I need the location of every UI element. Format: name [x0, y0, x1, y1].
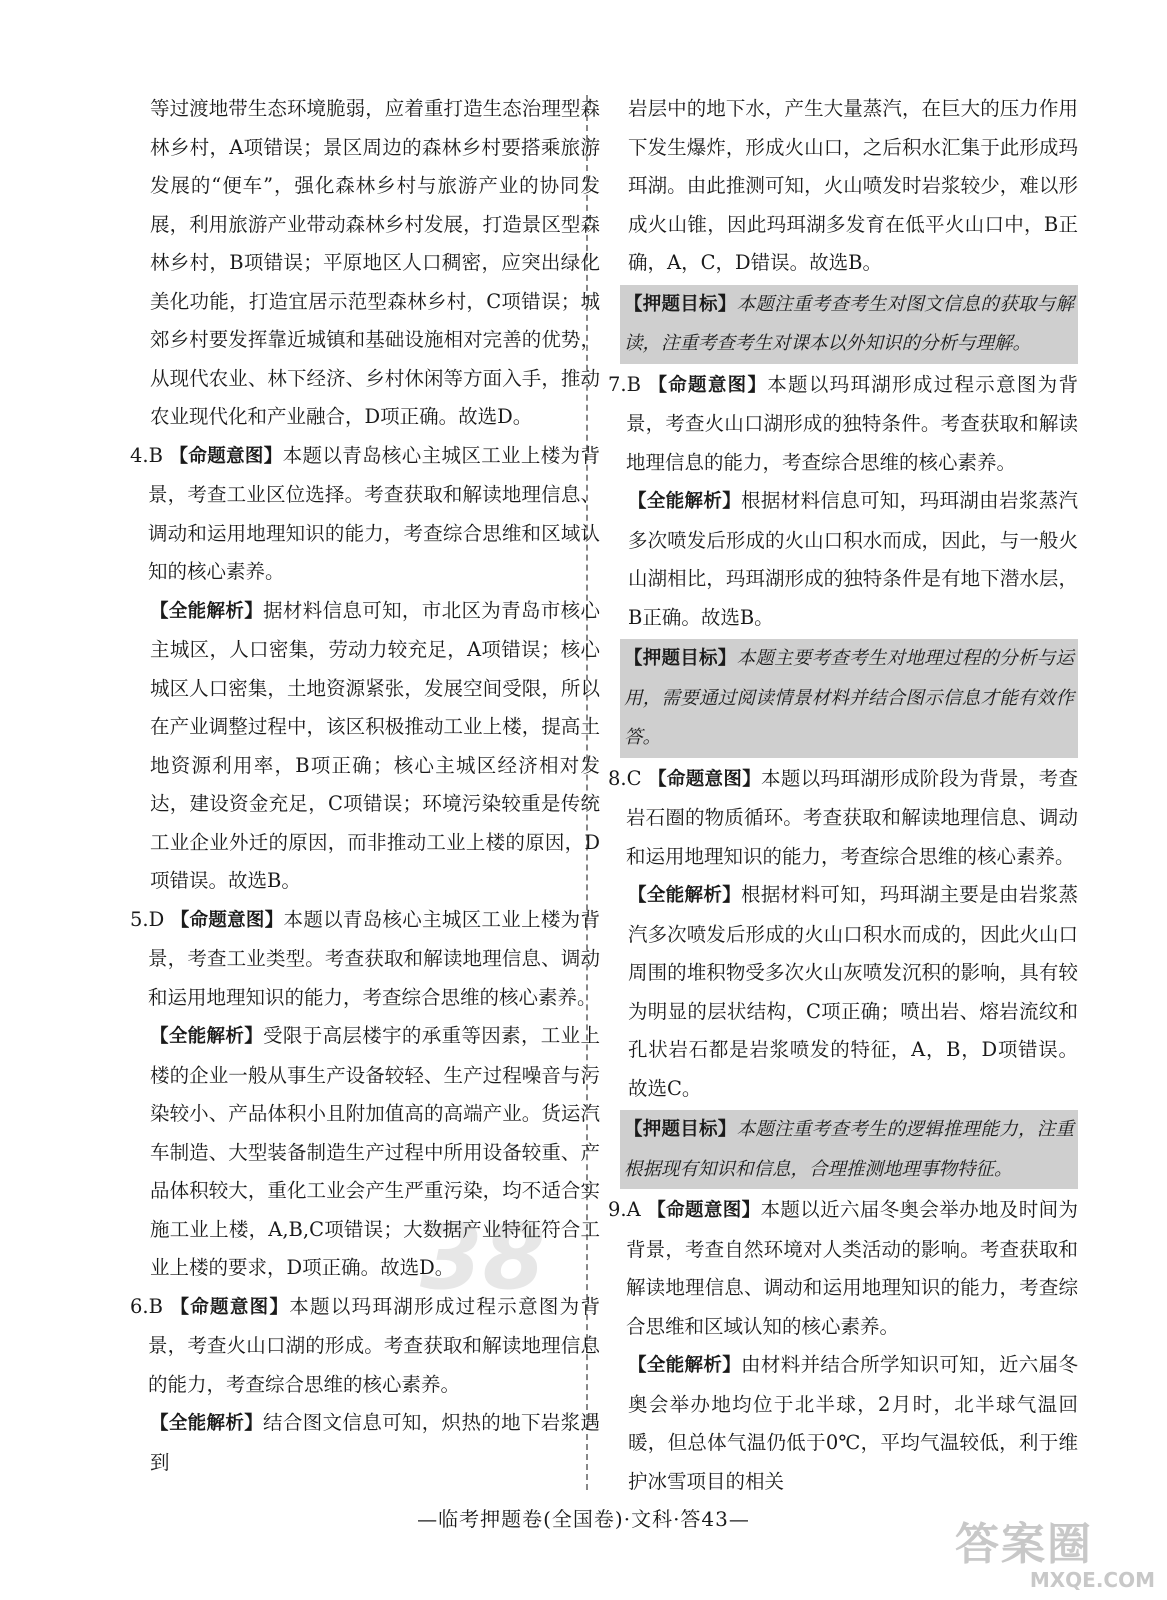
intent-text: 本题以青岛核心主城区工业上楼为背景，考查工业类型。考查获取和解读地理信息、调动和运用地理知识的能力，考查综合思维的核心素养。	[148, 907, 600, 1009]
intent-text: 本题以玛珥湖形成过程示意图为背景，考查火山口湖的形成。考查获取和解读地理信息的能力，考查综合思维的核心素养。	[148, 1294, 600, 1396]
question-8-analysis	[608, 876, 1078, 1108]
page-footer: —临考押题卷(全国卷)·文科·答43—	[417, 1507, 750, 1531]
question-number: 5.D	[130, 907, 165, 931]
target-box	[620, 639, 1078, 758]
analysis-text: 据材料信息可知，市北区为青岛市核心主城区，人口密集，劳动力较充足，A项错误；核心城区人口密集，土地资源紧张，发展空间受限，所以在产业调整过程中，该区积极推动工业上楼，提高土地资源利用率，B项正确；核心主城区经济相对发达，建设资金充足，C项错误；环境污染较重是传统工业企业外迁的原因，而非推动工业上楼的原因，D项错误。故选B。	[150, 598, 600, 892]
intent-text: 本题以青岛核心主城区工业上楼为背景，考查工业区位选择。考查获取和解读地理信息、调动和运用地理知识的能力，考查综合思维和区域认知的核心素养。	[148, 443, 600, 583]
intent-text: 本题以近六届冬奥会举办地及时间为背景，考查自然环境对人类活动的影响。考查获取和解读地理信息、调动和运用地理知识的能力，考查综合思维和区域认知的核心素养。	[626, 1198, 1078, 1338]
target-tag: 【押题目标】	[624, 293, 737, 315]
question-4-intent	[130, 437, 600, 592]
watermark-domain: MXQE.COM	[1029, 1568, 1155, 1592]
question-7-intent	[608, 366, 1078, 483]
intent-tag: 【命题意图】	[170, 909, 284, 931]
target-tag: 【押题目标】	[624, 1119, 737, 1140]
question-6-analysis	[130, 1404, 600, 1482]
question-7-analysis	[608, 482, 1078, 637]
analysis-tag: 【全能解析】	[150, 1026, 264, 1047]
target-tag: 【押题目标】	[624, 648, 737, 669]
intent-text: 本题以玛珥湖形成阶段为背景，考查岩石圈的物质循环。考查获取和解读地理信息、调动和运用地理知识的能力，考查综合思维的核心素养。	[626, 766, 1078, 868]
question-number: 9.A	[608, 1198, 641, 1221]
target-text: 本题主要考查考生对地理过程的分析与运用，需要通过阅读情景材料并结合图示信息才能有效作答。	[624, 648, 1074, 748]
analysis-tag: 【全能解析】	[628, 1355, 742, 1376]
analysis-text: 由材料并结合所学知识可知，近六届冬奥会举办地均位于北半球，2月时，北半球气温回暖，但总体气温仍低于0℃，平均气温较低，利于维护冰雪项目的相关	[628, 1353, 1078, 1493]
question-9-analysis	[608, 1346, 1078, 1501]
left-column	[130, 90, 600, 1482]
intent-tag: 【命题意图】	[648, 768, 762, 790]
question-6-intent	[130, 1288, 600, 1405]
target-box	[620, 1110, 1078, 1189]
question-8-intent	[608, 760, 1078, 877]
question-number: 4.B	[130, 443, 163, 467]
question-number: 6.B	[130, 1294, 163, 1318]
analysis-text: 结合图文信息可知，炽热的地下岩浆遇到	[150, 1411, 600, 1474]
intent-text: 本题以玛珥湖形成过程示意图为背景，考查火山口湖形成的独特条件。考查获取和解读地理信息的能力，考查综合思维的核心素养。	[626, 372, 1078, 474]
analysis-tag: 【全能解析】	[628, 491, 742, 512]
paragraph: 岩层中的地下水，产生大量蒸汽，在巨大的压力作用下发生爆炸，形成火山口，之后积水汇集于此形成玛珥湖。由此推测可知，火山喷发时岩浆较少，难以形成火山锥，因此玛珥湖多发育在低平火山口中，B正确，A，C，D错误。故选B。	[628, 97, 1078, 274]
question-5-intent	[130, 901, 600, 1018]
question-4-analysis	[130, 592, 600, 901]
question-number: 8.C	[608, 766, 642, 790]
stamp-watermark: 38	[420, 1205, 546, 1310]
analysis-text: 根据材料信息可知，玛珥湖由岩浆蒸汽多次喷发后形成的火山口积水而成，因此，与一般火山湖相比，玛珥湖形成的独特条件是有地下潜水层，B正确。故选B。	[628, 489, 1078, 629]
site-watermark	[955, 1520, 1155, 1592]
target-box	[620, 285, 1078, 364]
analysis-tag: 【全能解析】	[150, 600, 264, 622]
target-text: 本题注重考查考生的逻辑推理能力，注重根据现有知识和信息，合理推测地理事物特征。	[624, 1119, 1074, 1180]
intent-tag: 【命题意图】	[647, 1200, 761, 1221]
analysis-text: 根据材料可知，玛珥湖主要是由岩浆蒸汽多次喷发后形成的火山口积水而成的，因此火山口周围的堆积物受多次火山灰喷发沉积的影响，具有较为明显的层状结构，C项正确；喷出岩、熔岩流纹和孔状岩石都是岩浆喷发的特征，A，B，D项错误。故选C。	[628, 883, 1078, 1100]
analysis-tag: 【全能解析】	[628, 885, 742, 906]
target-text: 本题注重考查考生对图文信息的获取与解读，注重考查考生对课本以外知识的分析与理解。	[624, 293, 1074, 354]
analysis-tag: 【全能解析】	[150, 1413, 264, 1434]
question-9-intent	[608, 1191, 1078, 1346]
intent-tag: 【命题意图】	[648, 374, 768, 396]
intent-tag: 【命题意图】	[170, 1296, 290, 1318]
paragraph: 等过渡地带生态环境脆弱，应着重打造生态治理型森林乡村，A项错误；景区周边的森林乡村要搭乘旅游发展的“便车”，强化森林乡村与旅游产业的协同发展，利用旅游产业带动森林乡村发展，打造景区型森林乡村，B项错误；平原地区人口稠密，应突出绿化美化功能，打造宜居示范型森林乡村，C项错误；城郊乡村要发挥靠近城镇和基础设施相对完善的优势，从现代农业、林下经济、乡村休闲等方面入手，推动农业现代化和产业融合，D项正确。故选D。	[150, 97, 600, 428]
analysis-text: 受限于高层楼宇的承重等因素，工业上楼的企业一般从事生产设备较轻、生产过程噪音与污染较小、产品体积小且附加值高的高端产业。货运汽车制造、大型装备制造生产过程中所用设备较重、产品体积较大，重化工业会产生严重污染，均不适合实施工业上楼，A,B,C项错误；大数据产业特征符合工业上楼的要求，D项正确。故选D。	[150, 1024, 600, 1279]
right-column	[608, 90, 1078, 1501]
question-number: 7.B	[608, 372, 641, 396]
intent-tag: 【命题意图】	[169, 445, 283, 467]
watermark-logo-text: 答案圈	[955, 1519, 1093, 1570]
question-5-analysis	[130, 1017, 600, 1288]
